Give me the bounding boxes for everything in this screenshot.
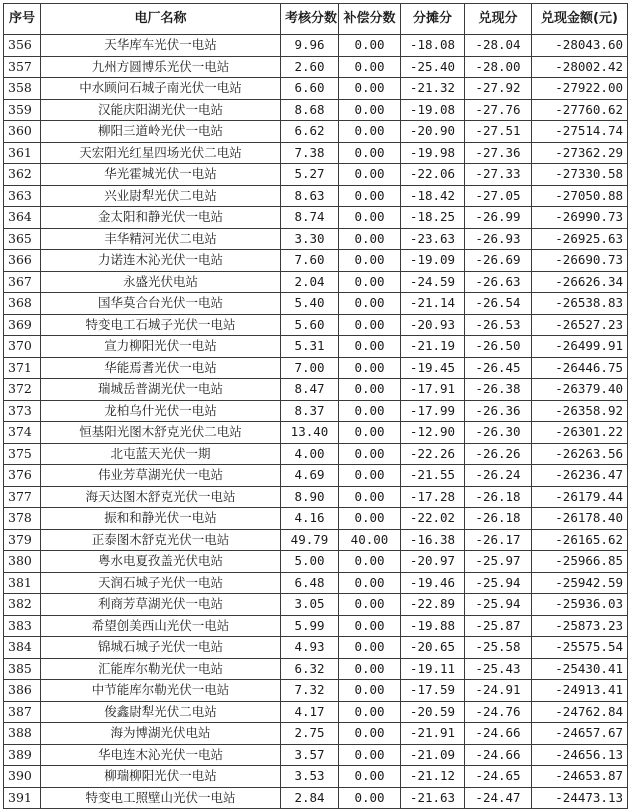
allocated-score: -23.63 bbox=[401, 228, 465, 250]
row-index: 359 bbox=[4, 99, 41, 121]
allocated-score: -19.09 bbox=[401, 250, 465, 272]
allocated-score: -19.88 bbox=[401, 615, 465, 637]
plant-name: 汇能库尔勒光伏一电站 bbox=[41, 658, 281, 680]
plant-name: 海为博湖光伏电站 bbox=[41, 723, 281, 745]
header-settled-score: 兑现分 bbox=[465, 4, 532, 35]
header-index: 序号 bbox=[4, 4, 41, 35]
assessment-score: 8.68 bbox=[281, 99, 339, 121]
allocated-score: -20.90 bbox=[401, 121, 465, 143]
allocated-score: -18.42 bbox=[401, 185, 465, 207]
assessment-score: 13.40 bbox=[281, 422, 339, 444]
settled-score: -24.91 bbox=[465, 680, 532, 702]
table-row bbox=[4, 680, 628, 702]
plant-name: 柳瑞柳阳光伏一电站 bbox=[41, 766, 281, 788]
row-index: 365 bbox=[4, 228, 41, 250]
settlement-table bbox=[3, 3, 628, 809]
allocated-score: -21.19 bbox=[401, 336, 465, 358]
table-row bbox=[4, 78, 628, 100]
settled-amount: -24913.41 bbox=[532, 680, 628, 702]
table-row bbox=[4, 529, 628, 551]
plant-name: 希望创美西山光伏一电站 bbox=[41, 615, 281, 637]
table-row bbox=[4, 400, 628, 422]
compensation-score: 0.00 bbox=[339, 250, 401, 272]
settled-amount: -26165.62 bbox=[532, 529, 628, 551]
row-index: 391 bbox=[4, 787, 41, 809]
allocated-score: -25.40 bbox=[401, 56, 465, 78]
plant-name: 粤水电夏孜盖光伏电站 bbox=[41, 551, 281, 573]
plant-name: 华光霍城光伏一电站 bbox=[41, 164, 281, 186]
row-index: 388 bbox=[4, 723, 41, 745]
compensation-score: 0.00 bbox=[339, 185, 401, 207]
settled-amount: -25942.59 bbox=[532, 572, 628, 594]
table-row bbox=[4, 594, 628, 616]
settled-amount: -27514.74 bbox=[532, 121, 628, 143]
settled-score: -26.54 bbox=[465, 293, 532, 315]
settled-amount: -25936.03 bbox=[532, 594, 628, 616]
assessment-score: 4.17 bbox=[281, 701, 339, 723]
assessment-score: 6.48 bbox=[281, 572, 339, 594]
table-row bbox=[4, 228, 628, 250]
settled-amount: -27362.29 bbox=[532, 142, 628, 164]
table-row bbox=[4, 99, 628, 121]
assessment-score: 2.04 bbox=[281, 271, 339, 293]
settled-amount: -26178.40 bbox=[532, 508, 628, 530]
settled-amount: -26626.34 bbox=[532, 271, 628, 293]
row-index: 356 bbox=[4, 35, 41, 57]
compensation-score: 0.00 bbox=[339, 314, 401, 336]
row-index: 386 bbox=[4, 680, 41, 702]
settled-score: -25.87 bbox=[465, 615, 532, 637]
settled-score: -25.94 bbox=[465, 594, 532, 616]
settled-score: -25.97 bbox=[465, 551, 532, 573]
table-row bbox=[4, 744, 628, 766]
settled-score: -26.24 bbox=[465, 465, 532, 487]
settled-amount: -25430.41 bbox=[532, 658, 628, 680]
table-row bbox=[4, 486, 628, 508]
row-index: 379 bbox=[4, 529, 41, 551]
allocated-score: -20.65 bbox=[401, 637, 465, 659]
compensation-score: 0.00 bbox=[339, 637, 401, 659]
compensation-score: 0.00 bbox=[339, 787, 401, 809]
compensation-score: 0.00 bbox=[339, 357, 401, 379]
allocated-score: -19.11 bbox=[401, 658, 465, 680]
header-allocated-score: 分摊分 bbox=[401, 4, 465, 35]
allocated-score: -24.59 bbox=[401, 271, 465, 293]
settled-score: -24.66 bbox=[465, 723, 532, 745]
settled-score: -24.66 bbox=[465, 744, 532, 766]
assessment-score: 4.93 bbox=[281, 637, 339, 659]
allocated-score: -19.98 bbox=[401, 142, 465, 164]
allocated-score: -19.46 bbox=[401, 572, 465, 594]
row-index: 370 bbox=[4, 336, 41, 358]
settled-score: -26.53 bbox=[465, 314, 532, 336]
assessment-score: 5.40 bbox=[281, 293, 339, 315]
row-index: 357 bbox=[4, 56, 41, 78]
plant-name: 北屯蓝天光伏一期 bbox=[41, 443, 281, 465]
plant-name: 中节能库尔勒光伏一电站 bbox=[41, 680, 281, 702]
compensation-score: 0.00 bbox=[339, 207, 401, 229]
row-index: 389 bbox=[4, 744, 41, 766]
row-index: 364 bbox=[4, 207, 41, 229]
row-index: 378 bbox=[4, 508, 41, 530]
assessment-score: 3.05 bbox=[281, 594, 339, 616]
settled-score: -26.50 bbox=[465, 336, 532, 358]
assessment-score: 8.37 bbox=[281, 400, 339, 422]
row-index: 381 bbox=[4, 572, 41, 594]
settled-score: -28.00 bbox=[465, 56, 532, 78]
table-row bbox=[4, 615, 628, 637]
row-index: 369 bbox=[4, 314, 41, 336]
plant-name: 柳阳三道岭光伏一电站 bbox=[41, 121, 281, 143]
settled-amount: -26446.75 bbox=[532, 357, 628, 379]
compensation-score: 0.00 bbox=[339, 56, 401, 78]
table-row bbox=[4, 658, 628, 680]
compensation-score: 0.00 bbox=[339, 465, 401, 487]
allocated-score: -17.99 bbox=[401, 400, 465, 422]
table-row bbox=[4, 508, 628, 530]
settled-amount: -26538.83 bbox=[532, 293, 628, 315]
allocated-score: -20.97 bbox=[401, 551, 465, 573]
settled-amount: -25873.23 bbox=[532, 615, 628, 637]
table-row bbox=[4, 314, 628, 336]
plant-name: 永盛光伏电站 bbox=[41, 271, 281, 293]
table-row bbox=[4, 293, 628, 315]
settled-score: -26.99 bbox=[465, 207, 532, 229]
assessment-score: 2.75 bbox=[281, 723, 339, 745]
table-row bbox=[4, 56, 628, 78]
plant-name: 华能焉耆光伏一电站 bbox=[41, 357, 281, 379]
row-index: 361 bbox=[4, 142, 41, 164]
settled-amount: -28043.60 bbox=[532, 35, 628, 57]
allocated-score: -17.91 bbox=[401, 379, 465, 401]
assessment-score: 5.99 bbox=[281, 615, 339, 637]
table-row bbox=[4, 164, 628, 186]
plant-name: 恒基阳光图木舒克光伏二电站 bbox=[41, 422, 281, 444]
compensation-score: 0.00 bbox=[339, 680, 401, 702]
plant-name: 丰华精河光伏二电站 bbox=[41, 228, 281, 250]
plant-name: 特变电工石城子光伏一电站 bbox=[41, 314, 281, 336]
compensation-score: 0.00 bbox=[339, 486, 401, 508]
row-index: 380 bbox=[4, 551, 41, 573]
allocated-score: -21.55 bbox=[401, 465, 465, 487]
allocated-score: -21.91 bbox=[401, 723, 465, 745]
compensation-score: 0.00 bbox=[339, 551, 401, 573]
settled-score: -24.47 bbox=[465, 787, 532, 809]
settled-amount: -27922.00 bbox=[532, 78, 628, 100]
table-row bbox=[4, 336, 628, 358]
table-row bbox=[4, 121, 628, 143]
assessment-score: 3.30 bbox=[281, 228, 339, 250]
settled-amount: -26925.63 bbox=[532, 228, 628, 250]
settled-score: -26.18 bbox=[465, 508, 532, 530]
settled-amount: -28002.42 bbox=[532, 56, 628, 78]
settled-score: -26.30 bbox=[465, 422, 532, 444]
settled-amount: -27050.88 bbox=[532, 185, 628, 207]
assessment-score: 3.53 bbox=[281, 766, 339, 788]
allocated-score: -22.89 bbox=[401, 594, 465, 616]
compensation-score: 0.00 bbox=[339, 271, 401, 293]
compensation-score: 0.00 bbox=[339, 293, 401, 315]
header-settled-amount: 兑现金额(元) bbox=[532, 4, 628, 35]
assessment-score: 8.47 bbox=[281, 379, 339, 401]
header-plant-name: 电厂名称 bbox=[41, 4, 281, 35]
settled-amount: -24473.13 bbox=[532, 787, 628, 809]
settled-amount: -26179.44 bbox=[532, 486, 628, 508]
row-index: 366 bbox=[4, 250, 41, 272]
plant-name: 力诺连木沁光伏一电站 bbox=[41, 250, 281, 272]
table-row bbox=[4, 185, 628, 207]
assessment-score: 7.32 bbox=[281, 680, 339, 702]
plant-name: 锦城石城子光伏一电站 bbox=[41, 637, 281, 659]
settled-amount: -26499.91 bbox=[532, 336, 628, 358]
settled-amount: -26379.40 bbox=[532, 379, 628, 401]
plant-name: 天宏阳光红星四场光伏二电站 bbox=[41, 142, 281, 164]
allocated-score: -21.14 bbox=[401, 293, 465, 315]
assessment-score: 6.60 bbox=[281, 78, 339, 100]
settled-amount: -25575.54 bbox=[532, 637, 628, 659]
row-index: 363 bbox=[4, 185, 41, 207]
allocated-score: -18.08 bbox=[401, 35, 465, 57]
plant-name: 俊鑫尉犁光伏二电站 bbox=[41, 701, 281, 723]
settled-score: -26.36 bbox=[465, 400, 532, 422]
settled-amount: -26690.73 bbox=[532, 250, 628, 272]
compensation-score: 0.00 bbox=[339, 508, 401, 530]
settled-score: -25.94 bbox=[465, 572, 532, 594]
allocated-score: -20.93 bbox=[401, 314, 465, 336]
allocated-score: -22.06 bbox=[401, 164, 465, 186]
row-index: 367 bbox=[4, 271, 41, 293]
settled-score: -27.51 bbox=[465, 121, 532, 143]
settled-amount: -24657.67 bbox=[532, 723, 628, 745]
table-row bbox=[4, 465, 628, 487]
assessment-score: 6.32 bbox=[281, 658, 339, 680]
allocated-score: -21.09 bbox=[401, 744, 465, 766]
plant-name: 汉能庆阳湖光伏一电站 bbox=[41, 99, 281, 121]
settled-amount: -26236.47 bbox=[532, 465, 628, 487]
table-row bbox=[4, 637, 628, 659]
table-row bbox=[4, 443, 628, 465]
compensation-score: 0.00 bbox=[339, 443, 401, 465]
settled-score: -26.63 bbox=[465, 271, 532, 293]
allocated-score: -17.28 bbox=[401, 486, 465, 508]
assessment-score: 4.69 bbox=[281, 465, 339, 487]
row-index: 390 bbox=[4, 766, 41, 788]
table-row bbox=[4, 142, 628, 164]
settled-score: -28.04 bbox=[465, 35, 532, 57]
allocated-score: -18.25 bbox=[401, 207, 465, 229]
table-row bbox=[4, 35, 628, 57]
compensation-score: 0.00 bbox=[339, 35, 401, 57]
settled-score: -24.65 bbox=[465, 766, 532, 788]
table-row bbox=[4, 357, 628, 379]
compensation-score: 0.00 bbox=[339, 164, 401, 186]
plant-name: 海天达图木舒克光伏一电站 bbox=[41, 486, 281, 508]
table-row bbox=[4, 379, 628, 401]
settled-amount: -26263.56 bbox=[532, 443, 628, 465]
compensation-score: 0.00 bbox=[339, 422, 401, 444]
plant-name: 利商芳草湖光伏一电站 bbox=[41, 594, 281, 616]
compensation-score: 0.00 bbox=[339, 723, 401, 745]
table-row bbox=[4, 422, 628, 444]
table-row bbox=[4, 787, 628, 809]
row-index: 373 bbox=[4, 400, 41, 422]
settled-score: -27.36 bbox=[465, 142, 532, 164]
row-index: 384 bbox=[4, 637, 41, 659]
settled-score: -26.18 bbox=[465, 486, 532, 508]
settled-score: -26.17 bbox=[465, 529, 532, 551]
compensation-score: 0.00 bbox=[339, 336, 401, 358]
table-row bbox=[4, 271, 628, 293]
plant-name: 特变电工照壁山光伏一电站 bbox=[41, 787, 281, 809]
compensation-score: 0.00 bbox=[339, 744, 401, 766]
settled-amount: -24762.84 bbox=[532, 701, 628, 723]
row-index: 362 bbox=[4, 164, 41, 186]
compensation-score: 0.00 bbox=[339, 99, 401, 121]
settled-amount: -27330.58 bbox=[532, 164, 628, 186]
plant-name: 龙柏乌什光伏一电站 bbox=[41, 400, 281, 422]
assessment-score: 6.62 bbox=[281, 121, 339, 143]
settled-score: -27.05 bbox=[465, 185, 532, 207]
row-index: 360 bbox=[4, 121, 41, 143]
compensation-score: 40.00 bbox=[339, 529, 401, 551]
assessment-score: 5.31 bbox=[281, 336, 339, 358]
row-index: 376 bbox=[4, 465, 41, 487]
table-body bbox=[4, 35, 628, 809]
plant-name: 天华库车光伏一电站 bbox=[41, 35, 281, 57]
settled-score: -27.76 bbox=[465, 99, 532, 121]
assessment-score: 4.16 bbox=[281, 508, 339, 530]
allocated-score: -19.08 bbox=[401, 99, 465, 121]
settled-amount: -26301.22 bbox=[532, 422, 628, 444]
assessment-score: 3.57 bbox=[281, 744, 339, 766]
settled-score: -27.92 bbox=[465, 78, 532, 100]
allocated-score: -21.32 bbox=[401, 78, 465, 100]
allocated-score: -22.02 bbox=[401, 508, 465, 530]
assessment-score: 8.90 bbox=[281, 486, 339, 508]
plant-name: 国华莫合台光伏一电站 bbox=[41, 293, 281, 315]
compensation-score: 0.00 bbox=[339, 701, 401, 723]
assessment-score: 7.38 bbox=[281, 142, 339, 164]
header-assessment-score: 考核分数 bbox=[281, 4, 339, 35]
allocated-score: -21.63 bbox=[401, 787, 465, 809]
allocated-score: -19.45 bbox=[401, 357, 465, 379]
plant-name: 兴业尉犁光伏二电站 bbox=[41, 185, 281, 207]
assessment-score: 49.79 bbox=[281, 529, 339, 551]
plant-name: 宣力柳阳光伏一电站 bbox=[41, 336, 281, 358]
table-row bbox=[4, 701, 628, 723]
settled-amount: -26527.23 bbox=[532, 314, 628, 336]
assessment-score: 7.00 bbox=[281, 357, 339, 379]
settled-score: -27.33 bbox=[465, 164, 532, 186]
allocated-score: -17.59 bbox=[401, 680, 465, 702]
table-row bbox=[4, 572, 628, 594]
settled-score: -26.26 bbox=[465, 443, 532, 465]
compensation-score: 0.00 bbox=[339, 572, 401, 594]
row-index: 358 bbox=[4, 78, 41, 100]
compensation-score: 0.00 bbox=[339, 142, 401, 164]
settled-amount: -27760.62 bbox=[532, 99, 628, 121]
row-index: 382 bbox=[4, 594, 41, 616]
compensation-score: 0.00 bbox=[339, 615, 401, 637]
settled-score: -26.93 bbox=[465, 228, 532, 250]
table-row bbox=[4, 766, 628, 788]
settled-amount: -24656.13 bbox=[532, 744, 628, 766]
allocated-score: -21.12 bbox=[401, 766, 465, 788]
settled-amount: -25966.85 bbox=[532, 551, 628, 573]
compensation-score: 0.00 bbox=[339, 594, 401, 616]
allocated-score: -12.90 bbox=[401, 422, 465, 444]
settlement-sheet bbox=[3, 3, 628, 809]
row-index: 371 bbox=[4, 357, 41, 379]
plant-name: 瑞城岳普湖光伏一电站 bbox=[41, 379, 281, 401]
row-index: 383 bbox=[4, 615, 41, 637]
table-row bbox=[4, 723, 628, 745]
assessment-score: 4.00 bbox=[281, 443, 339, 465]
plant-name: 正泰图木舒克光伏一电站 bbox=[41, 529, 281, 551]
plant-name: 华电连木沁光伏一电站 bbox=[41, 744, 281, 766]
assessment-score: 5.60 bbox=[281, 314, 339, 336]
plant-name: 九州方圆博乐光伏一电站 bbox=[41, 56, 281, 78]
header-row bbox=[4, 4, 628, 35]
row-index: 375 bbox=[4, 443, 41, 465]
table-row bbox=[4, 250, 628, 272]
assessment-score: 5.00 bbox=[281, 551, 339, 573]
settled-amount: -26358.92 bbox=[532, 400, 628, 422]
plant-name: 天润石城子光伏一电站 bbox=[41, 572, 281, 594]
table-row bbox=[4, 551, 628, 573]
settled-amount: -26990.73 bbox=[532, 207, 628, 229]
plant-name: 中水顾问石城子南光伏一电站 bbox=[41, 78, 281, 100]
compensation-score: 0.00 bbox=[339, 766, 401, 788]
settled-score: -25.58 bbox=[465, 637, 532, 659]
allocated-score: -16.38 bbox=[401, 529, 465, 551]
assessment-score: 9.96 bbox=[281, 35, 339, 57]
assessment-score: 7.60 bbox=[281, 250, 339, 272]
compensation-score: 0.00 bbox=[339, 121, 401, 143]
compensation-score: 0.00 bbox=[339, 658, 401, 680]
row-index: 385 bbox=[4, 658, 41, 680]
settled-score: -26.69 bbox=[465, 250, 532, 272]
header-compensation-score: 补偿分数 bbox=[339, 4, 401, 35]
plant-name: 金太阳和静光伏一电站 bbox=[41, 207, 281, 229]
row-index: 387 bbox=[4, 701, 41, 723]
assessment-score: 2.60 bbox=[281, 56, 339, 78]
table-row bbox=[4, 207, 628, 229]
row-index: 377 bbox=[4, 486, 41, 508]
allocated-score: -20.59 bbox=[401, 701, 465, 723]
assessment-score: 8.63 bbox=[281, 185, 339, 207]
settled-score: -26.45 bbox=[465, 357, 532, 379]
settled-amount: -24653.87 bbox=[532, 766, 628, 788]
assessment-score: 8.74 bbox=[281, 207, 339, 229]
settled-score: -26.38 bbox=[465, 379, 532, 401]
row-index: 368 bbox=[4, 293, 41, 315]
compensation-score: 0.00 bbox=[339, 78, 401, 100]
assessment-score: 5.27 bbox=[281, 164, 339, 186]
plant-name: 振和和静光伏一电站 bbox=[41, 508, 281, 530]
row-index: 372 bbox=[4, 379, 41, 401]
settled-score: -24.76 bbox=[465, 701, 532, 723]
compensation-score: 0.00 bbox=[339, 228, 401, 250]
assessment-score: 2.84 bbox=[281, 787, 339, 809]
compensation-score: 0.00 bbox=[339, 379, 401, 401]
compensation-score: 0.00 bbox=[339, 400, 401, 422]
allocated-score: -22.26 bbox=[401, 443, 465, 465]
settled-score: -25.43 bbox=[465, 658, 532, 680]
row-index: 374 bbox=[4, 422, 41, 444]
plant-name: 伟业芳草湖光伏一电站 bbox=[41, 465, 281, 487]
